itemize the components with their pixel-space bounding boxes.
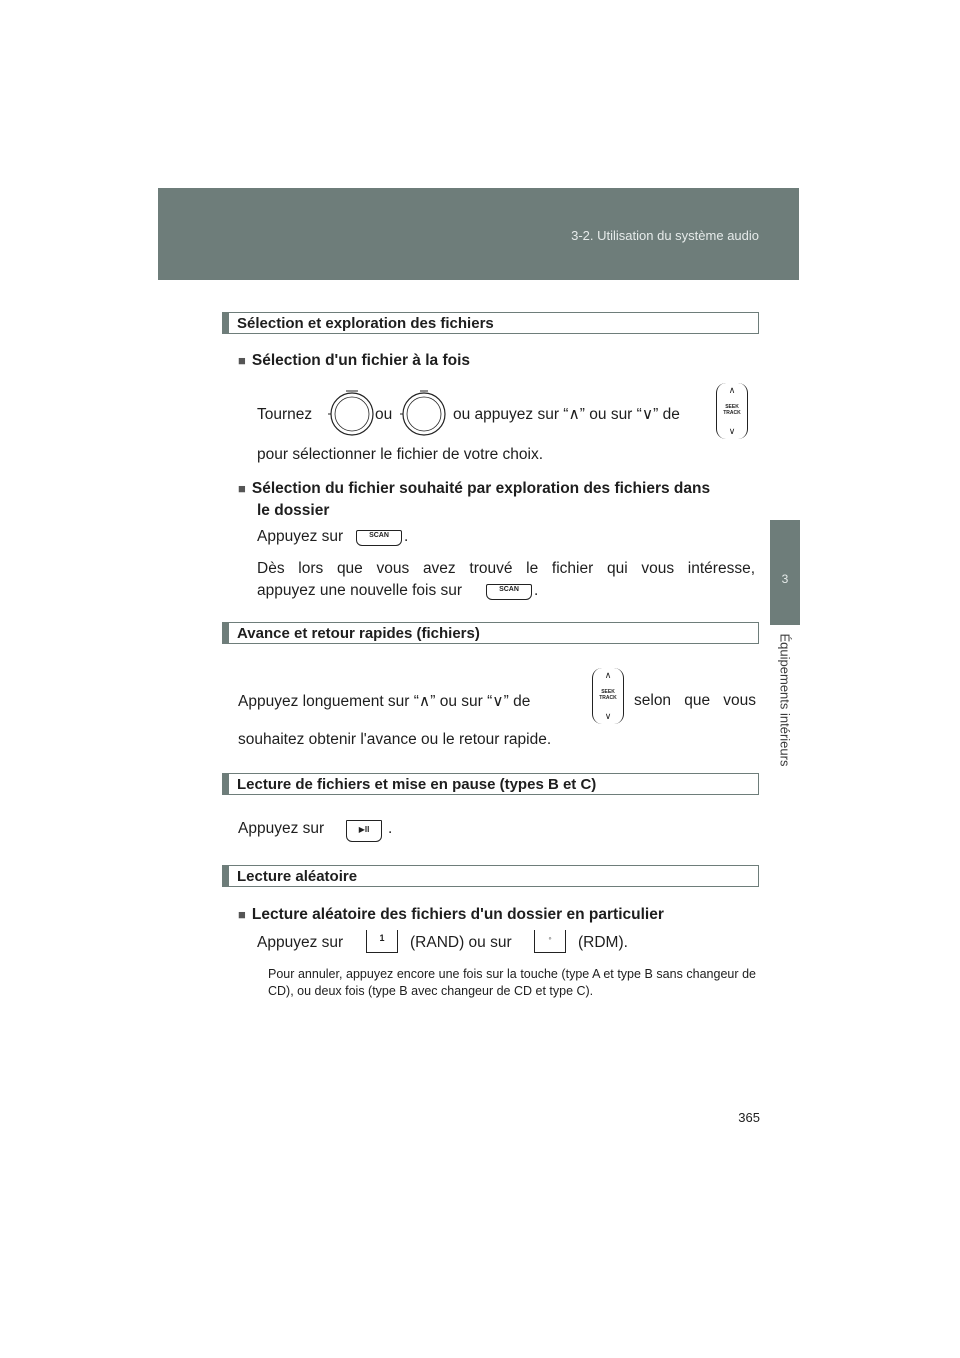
section-heading-random bbox=[222, 865, 759, 887]
section-heading-selection bbox=[222, 312, 759, 334]
text-period: . bbox=[404, 528, 409, 545]
tune-knob-alt-icon bbox=[398, 388, 450, 440]
subheading-single-file bbox=[238, 352, 470, 370]
text-select-file: pour sélectionner le fichier de votre choix. bbox=[257, 446, 544, 463]
chevron-down-icon: ∨ bbox=[728, 426, 736, 436]
text-advance-rewind: souhaitez obtenir l'avance ou le retour rapide. bbox=[238, 731, 552, 748]
text-appuyez-play: Appuyez sur bbox=[238, 820, 325, 837]
scan-label: SCAN bbox=[369, 532, 389, 539]
text-rand: (RAND) ou sur bbox=[410, 934, 512, 951]
subheading-text: Sélection d'un fichier à la fois bbox=[251, 352, 471, 369]
chapter-header-band bbox=[158, 188, 799, 280]
square-bullet-icon: ■ bbox=[238, 907, 246, 922]
text-rdm: (RDM). bbox=[578, 934, 628, 951]
text-long-press: Appuyez longuement sur “∧” ou sur “∨” de bbox=[238, 693, 531, 710]
section-heading-fast-forward bbox=[222, 622, 759, 644]
scan-label: SCAN bbox=[499, 586, 519, 593]
text-period-3: . bbox=[388, 820, 393, 837]
chevron-up-icon: ∧ bbox=[604, 670, 612, 680]
scan-button[interactable] bbox=[356, 530, 402, 546]
text-appuyez-seek: ou appuyez sur “∧” ou sur “∨” de bbox=[453, 406, 680, 423]
chapter-side-label: Équipements intérieurs bbox=[777, 633, 793, 767]
chapter-number: 3 bbox=[781, 572, 789, 586]
seek-track-label: SEEK TRACK bbox=[723, 404, 741, 416]
seek-track-button[interactable] bbox=[716, 383, 748, 439]
text-found-file: Dès lors que vous avez trouvé le fichier qui vous intéresse, bbox=[257, 560, 755, 577]
subheading-scan-folder bbox=[238, 478, 758, 522]
page-number: 365 bbox=[738, 1110, 760, 1125]
subheading-text-line2: le dossier bbox=[257, 502, 330, 519]
chapter-tab bbox=[770, 520, 800, 625]
scan-button-2[interactable] bbox=[486, 584, 532, 600]
chevron-down-icon: ∨ bbox=[604, 711, 612, 721]
play-pause-icon: ▶II bbox=[358, 825, 370, 834]
section-title: Lecture aléatoire bbox=[237, 868, 358, 885]
text-tournez: Tournez bbox=[257, 406, 313, 423]
text-ou: ou bbox=[375, 406, 393, 423]
preset-1-button[interactable] bbox=[366, 930, 398, 953]
subheading-random-folder bbox=[238, 906, 664, 924]
rdm-key-icon: ◦ bbox=[548, 933, 552, 943]
breadcrumb: 3-2. Utilisation du système audio bbox=[571, 228, 759, 243]
subheading-text: Lecture aléatoire des fichiers d'un dossier en particulier bbox=[251, 906, 664, 923]
section-title: Lecture de fichiers et mise en pause (types B et C) bbox=[237, 776, 597, 793]
subheading-text: Sélection du fichier souhaité par exploration des fichiers dans bbox=[251, 480, 711, 497]
play-pause-button[interactable] bbox=[346, 820, 382, 842]
note-cancel: Pour annuler, appuyez encore une fois sur la touche (type A et type B sans changeur de CD), ou deux fois (type B avec changeur de CD et type C). bbox=[268, 967, 756, 998]
rdm-button[interactable] bbox=[534, 930, 566, 953]
chapter-side-label-wrap bbox=[770, 625, 800, 775]
section-title: Avance et retour rapides (fichiers) bbox=[237, 625, 480, 642]
square-bullet-icon: ■ bbox=[238, 353, 246, 368]
section-heading-play-pause bbox=[222, 773, 759, 795]
seek-track-button-2[interactable] bbox=[592, 668, 624, 724]
square-bullet-icon: ■ bbox=[238, 481, 246, 496]
text-appuyez-scan: Appuyez sur bbox=[257, 528, 344, 545]
chevron-up-icon: ∧ bbox=[728, 385, 736, 395]
tune-knob-icon bbox=[326, 388, 378, 440]
key-1-label: 1 bbox=[379, 933, 385, 943]
seek-track-label: SEEK TRACK bbox=[599, 689, 617, 701]
text-period-2: . bbox=[534, 582, 539, 599]
section-title: Sélection et exploration des fichiers bbox=[237, 315, 494, 332]
text-press-again: appuyez une nouvelle fois sur bbox=[257, 582, 463, 599]
text-appuyez-rand: Appuyez sur bbox=[257, 934, 344, 951]
text-selon-que: selon que vous bbox=[634, 692, 756, 709]
